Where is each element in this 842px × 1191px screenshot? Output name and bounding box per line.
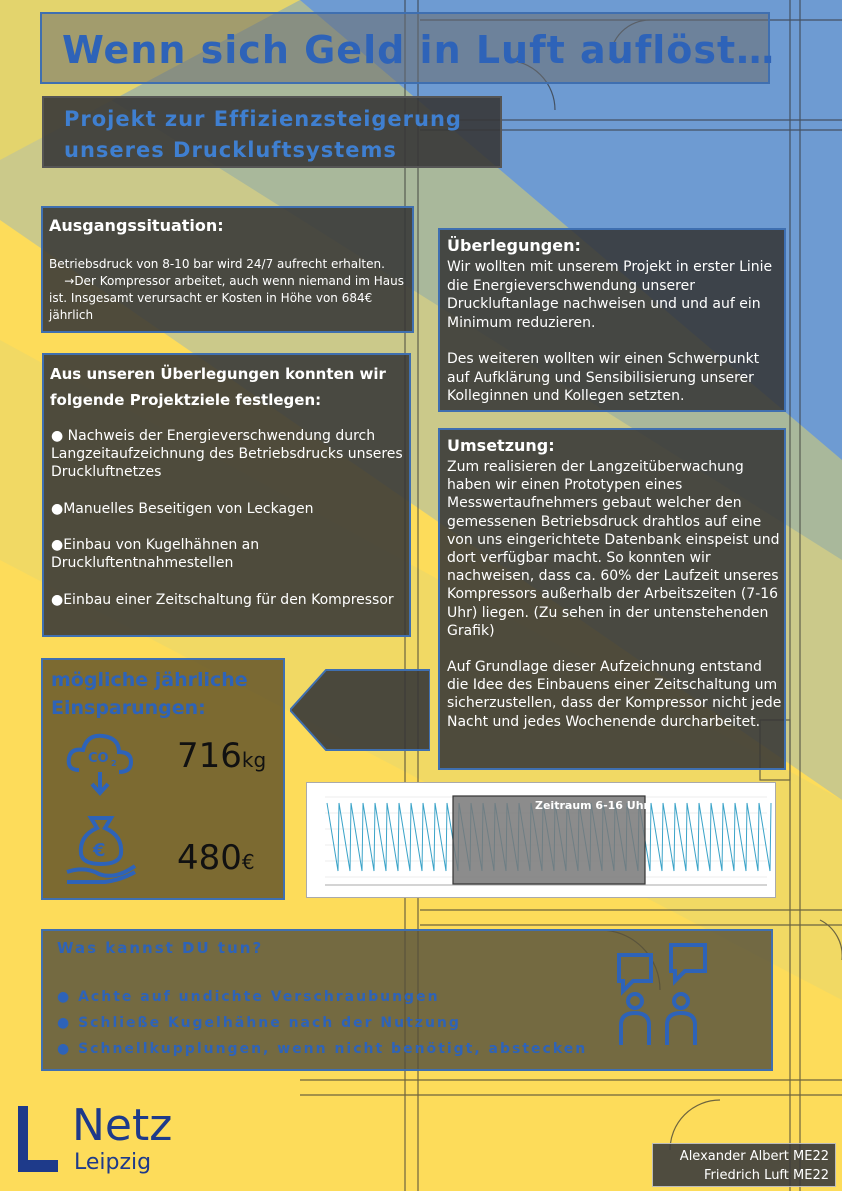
- einsparungen-heading-line-1: mögliche jährliche: [51, 669, 248, 691]
- arrow-left-icon: [290, 668, 430, 752]
- tun-item: ● Schließe Kugelhähne nach der Nutzung: [57, 1015, 461, 1031]
- subtitle-line-2: unseres Druckluftsystems: [64, 138, 397, 162]
- tun-heading: Was kannst DU tun?: [57, 939, 264, 957]
- ueberlegungen-heading: Überlegungen:: [447, 236, 581, 255]
- chart-window-label: Zeitraum 6-16 Uhr: [535, 799, 649, 812]
- tun-item: ● Schnellkupplungen, wenn nicht benötigt, abstecken: [57, 1041, 588, 1057]
- umsetzung-paragraph-2: Auf Grundlage dieser Aufzeichnung entstand die Idee des Einbauens einer Zeitschaltung um sicherzustellen, dass der Kompressor nicht jede Nacht und jedes Wochenende durcharbeitet.: [447, 659, 782, 730]
- projektziel-item: ●Einbau einer Zeitschaltung für den Kompressor: [51, 592, 394, 608]
- logo-city: Leipzig: [74, 1150, 152, 1175]
- two-people-speech-icon: [615, 941, 715, 1053]
- logo-word: Netz: [72, 1100, 173, 1151]
- svg-text:2: 2: [111, 759, 117, 768]
- projektziele-box: [42, 353, 411, 637]
- einsparungen-box: [41, 658, 285, 900]
- einsparungen-heading-line-2: Einsparungen:: [51, 697, 206, 719]
- title-banner: [40, 12, 776, 84]
- subtitle-banner: [42, 96, 502, 168]
- logo-mark-icon: [14, 1106, 64, 1174]
- projektziele-heading: Aus unseren Überlegungen konnten wir folgende Projektziele festlegen:: [50, 365, 386, 409]
- co2-cloud-icon: [65, 730, 135, 798]
- author: Alexander Albert ME22: [679, 1149, 829, 1164]
- subtitle: [64, 104, 462, 166]
- author: Friedrich Luft ME22: [703, 1168, 829, 1183]
- ausgangssituation-heading: Ausgangssituation:: [49, 216, 224, 235]
- svg-text:€: €: [93, 840, 106, 861]
- euro-saving-value: [177, 838, 255, 878]
- co2-saving-value: [177, 736, 266, 776]
- euro-unit: €: [241, 850, 255, 874]
- co2-value: 716: [177, 736, 242, 776]
- was-kannst-du-tun-box: [41, 929, 773, 1071]
- pressure-chart: [306, 782, 776, 898]
- projektziel-item: ●Manuelles Beseitigen von Leckagen: [51, 501, 314, 517]
- ueberlegungen-text: [447, 258, 783, 406]
- umsetzung-paragraph-1: Zum realisieren der Langzeitüberwachung haben wir einen Prototypen eines Messwertaufnehmers gebaut welcher den gemessenen Betriebsdruck drahtlos auf eine von uns eingerichtete Datenbank einspeist und dort verfügbar macht. So konnten wir nachweisen, dass ca. 60% der Laufzeit unseres Kompressors außerhalb der Arbeitszeiten (7-16 Uhr) liegen. (Zu sehen in der untenstehenden Grafik): [447, 459, 780, 639]
- tun-item: ● Achte auf undichte Verschraubungen: [57, 989, 440, 1005]
- ausgangssituation-box: [41, 206, 414, 333]
- umsetzung-heading: Umsetzung:: [447, 436, 555, 455]
- projektziel-item: ● Nachweis der Energieverschwendung durch Langzeitaufzeichnung des Betriebsdrucks unseres Druckluftnetzes: [51, 428, 403, 480]
- ueberlegungen-paragraph-2: Des weiteren wollten wir einen Schwerpunkt auf Aufklärung und Sensibilisierung unserer Kolleginnen und Kollegen setzten.: [447, 351, 760, 404]
- co2-unit: kg: [241, 748, 267, 772]
- page-title: Wenn sich Geld in Luft auflöst…: [62, 28, 776, 72]
- umsetzung-box: [438, 428, 786, 770]
- einsparungen-heading: [51, 666, 248, 722]
- ueberlegungen-paragraph-1: Wir wollten mit unserem Projekt in erster Linie die Energieverschwendung unserer Druckluftanlage nachweisen und und auf ein Minimum reduzieren.: [447, 259, 773, 331]
- authors-box: [652, 1143, 836, 1187]
- euro-value: 480: [177, 838, 242, 878]
- ueberlegungen-box: [438, 228, 786, 412]
- projektziel-item: ●Einbau von Kugelhähnen an Druckluftentnahmestellen: [51, 537, 260, 571]
- ausgangssituation-text: Betriebsdruck von 8-10 bar wird 24/7 aufrecht erhalten. →Der Kompressor arbeitet, auch wenn niemand im Haus ist. Insgesamt verursacht er Kosten in Höhe von 684€ jährlich: [49, 257, 404, 322]
- svg-text:CO: CO: [88, 751, 109, 766]
- money-bag-hand-icon: [65, 810, 137, 886]
- subtitle-line-1: Projekt zur Effizienzsteigerung: [64, 107, 462, 131]
